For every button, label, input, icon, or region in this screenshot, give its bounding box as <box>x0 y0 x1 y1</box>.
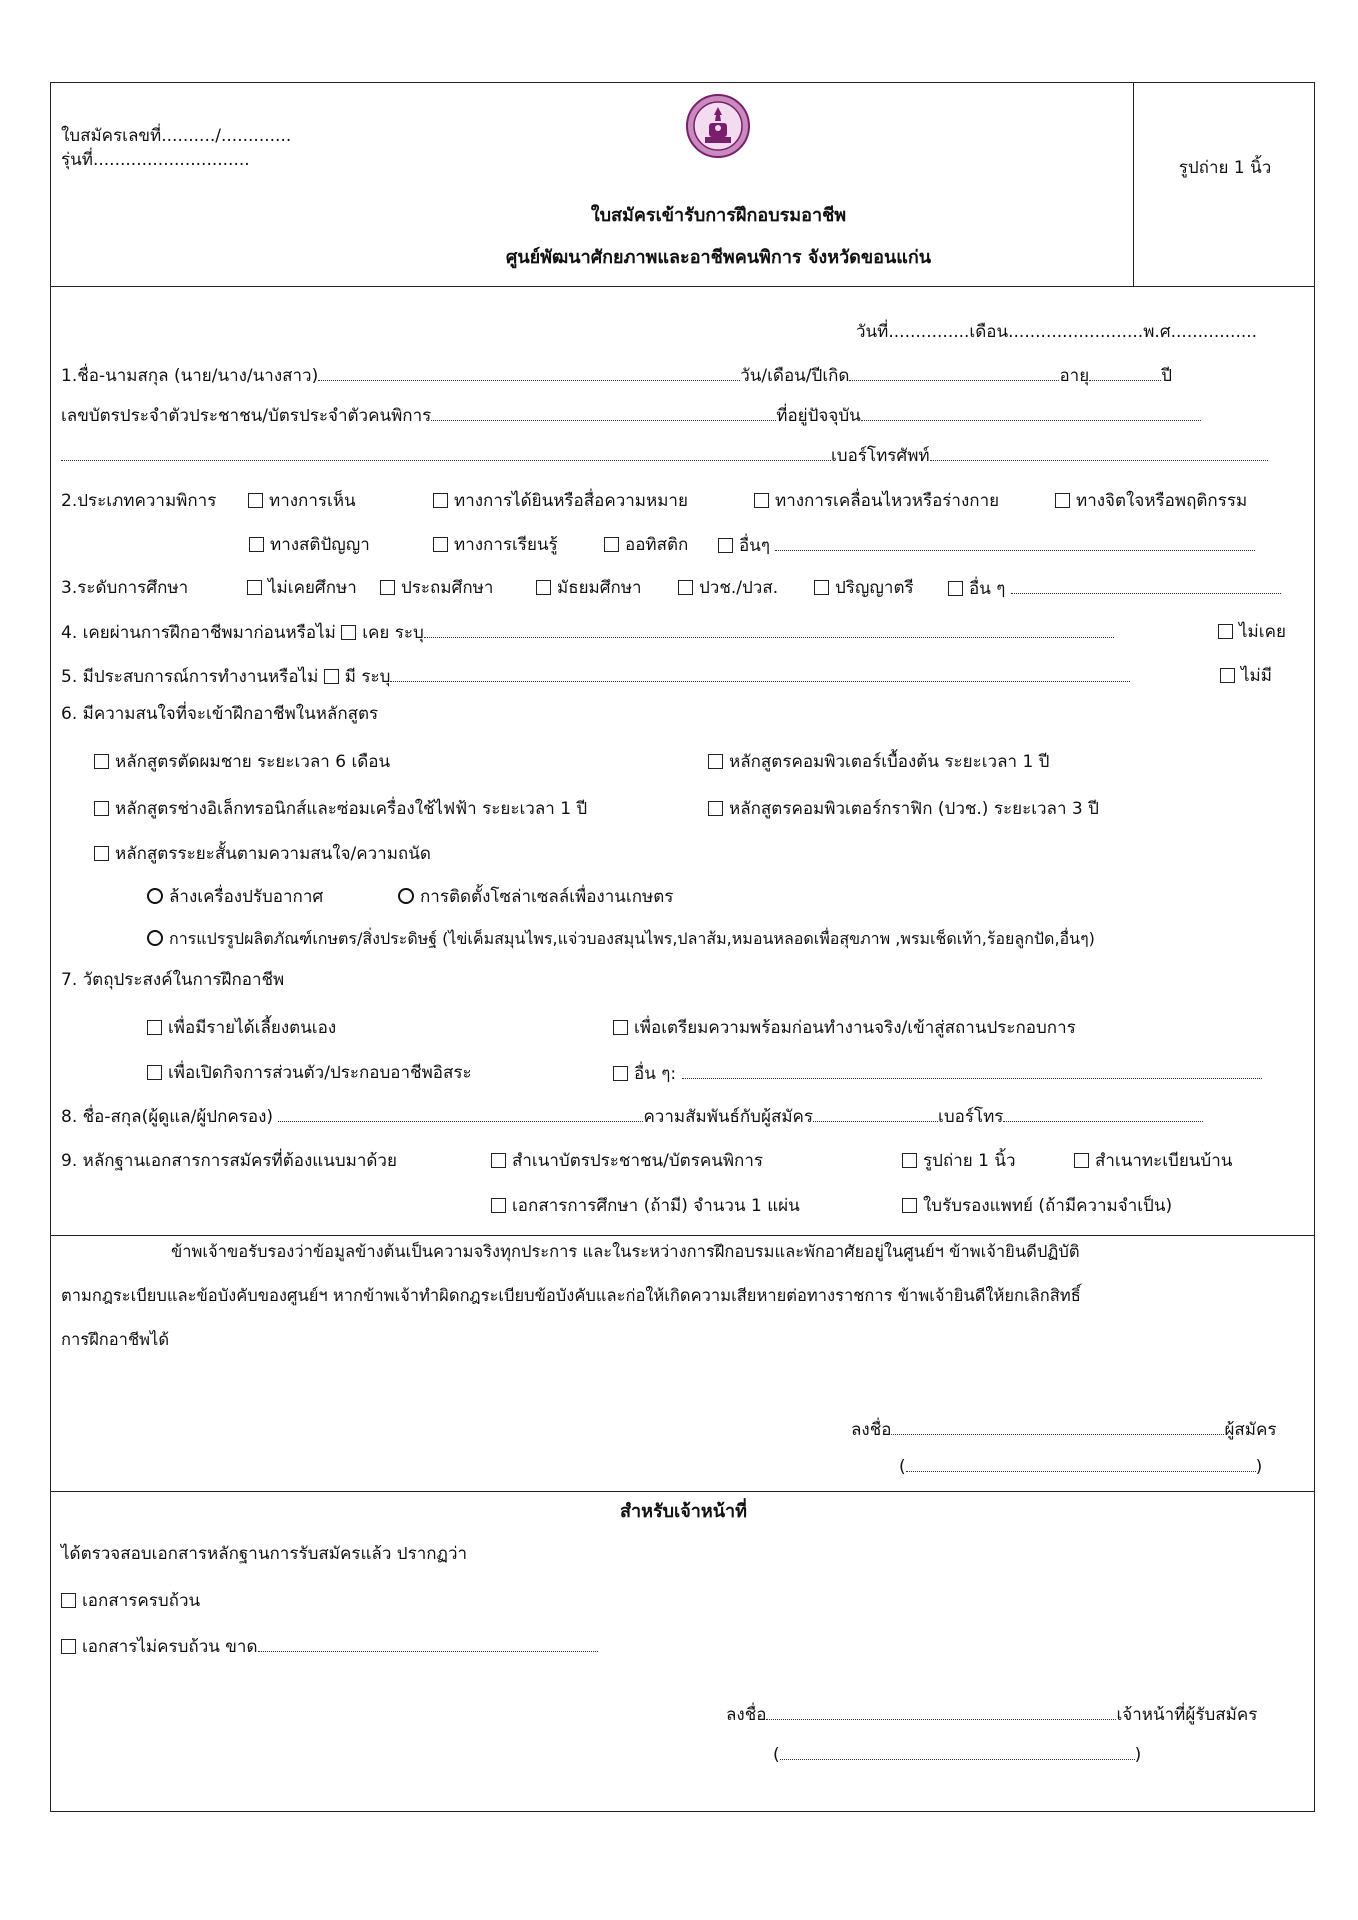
guardian-phone-field[interactable] <box>1003 1105 1203 1122</box>
q4-label: 4. เคยผ่านการฝึกอาชีพมาก่อนหรือไม่ <box>61 623 336 643</box>
id-label: เลขบัตรประจำตัวประชาชน/บัตรประจำตัวคนพิการ <box>61 406 432 426</box>
date-line: วันที่...............เดือน.........................พ.ศ................ <box>856 322 1258 342</box>
officer-sign-label: ลงชื่อ <box>726 1705 767 1725</box>
q3-option-none[interactable]: ไม่เคยศึกษา <box>247 577 357 599</box>
phone-label: เบอร์โทรศัพท์ <box>831 446 930 466</box>
q2-option-hearing[interactable]: ทางการได้ยินหรือสื่อความหมาย <box>433 490 688 512</box>
applicant-sign-label: ลงชื่อ <box>851 1420 892 1440</box>
checkbox[interactable] <box>433 537 448 552</box>
documents-complete[interactable]: เอกสารครบถ้วน <box>61 1590 200 1612</box>
name-label: 1.ชื่อ-นามสกุล (นาย/นาง/นางสาว) <box>61 366 319 386</box>
officer-name-field[interactable] <box>780 1743 1135 1760</box>
officer-name-row: ( ) <box>773 1745 1142 1765</box>
checkbox[interactable] <box>1218 624 1233 639</box>
q2-other-field[interactable] <box>775 534 1255 551</box>
address-label: ที่อยู่ปัจจุบัน <box>776 406 861 426</box>
q1-id-row <box>61 404 1201 427</box>
guardian-label: 8. ชื่อ-สกุล(ผู้ดูแล/ผู้ปกครอง) <box>61 1107 274 1127</box>
address-field-2[interactable] <box>61 444 831 461</box>
officer-divider <box>51 1491 1314 1492</box>
q5-row <box>61 665 1130 688</box>
header-divider <box>51 286 1314 287</box>
q5-yes-checkbox[interactable] <box>324 669 339 684</box>
q4-row <box>61 621 1114 644</box>
objective-other-field[interactable] <box>682 1062 1262 1079</box>
checkbox[interactable] <box>491 1198 506 1213</box>
course-short[interactable]: หลักสูตรระยะสั้นตามความสนใจ/ความถนัด <box>94 843 431 865</box>
q2-option-autism[interactable]: ออทิสติก <box>604 534 688 556</box>
q2-option-mental[interactable]: ทางจิตใจหรือพฤติกรรม <box>1055 490 1247 512</box>
checkbox[interactable] <box>708 801 723 816</box>
q2-option-other[interactable]: อื่นๆ <box>718 534 1255 557</box>
doc-medical[interactable]: ใบรับรองแพทย์ (ถ้ามีความจำเป็น) <box>902 1195 1172 1217</box>
applicant-signature-row <box>851 1418 1277 1441</box>
form-title: ใบสมัครเข้ารับการฝึกอบรมอาชีพ <box>590 205 847 226</box>
q4-detail-field[interactable] <box>424 621 1114 638</box>
dob-field[interactable] <box>849 364 1059 381</box>
checkbox[interactable] <box>613 1066 628 1081</box>
applicant-role: ผู้สมัคร <box>1224 1420 1277 1440</box>
documents-incomplete[interactable]: เอกสารไม่ครบถ้วน ขาด <box>61 1635 598 1658</box>
application-number: ใบสมัครเลขที่........../............. <box>61 126 292 146</box>
radio[interactable] <box>147 930 163 946</box>
phone-field[interactable] <box>930 444 1268 461</box>
checkbox[interactable] <box>536 580 551 595</box>
age-field[interactable] <box>1089 364 1161 381</box>
q7-label: 7. วัตถุประสงค์ในการฝึกอาชีพ <box>61 970 285 990</box>
q5-yes-label: มี ระบุ <box>344 667 391 687</box>
applicant-name-row: ( ) <box>899 1457 1263 1477</box>
checkbox[interactable] <box>61 1639 76 1654</box>
checkbox[interactable] <box>94 754 109 769</box>
q8-row <box>61 1105 1203 1128</box>
objective-prepare[interactable]: เพื่อเตรียมความพร้อมก่อนทำงานจริง/เข้าสู่สถานประกอบการ <box>613 1017 1076 1039</box>
checkbox[interactable] <box>902 1198 917 1213</box>
q2-option-intellectual[interactable]: ทางสติปัญญา <box>249 534 370 556</box>
q6-label: 6. มีความสนใจที่จะเข้าฝึกอาชีพในหลักสูตร <box>61 704 379 724</box>
radio[interactable] <box>398 888 414 904</box>
checkbox[interactable] <box>1055 493 1070 508</box>
declaration-line-3: การฝึกอาชีพได้ <box>61 1330 170 1349</box>
q2-option-learning[interactable]: ทางการเรียนรู้ <box>433 534 558 556</box>
q4-yes-checkbox[interactable] <box>341 625 356 640</box>
checkbox[interactable] <box>718 538 733 553</box>
course-computer-basic[interactable]: หลักสูตรคอมพิวเตอร์เบื้องต้น ระยะเวลา 1 ปี <box>708 751 1049 773</box>
q3-option-primary[interactable]: ประถมศึกษา <box>380 577 493 599</box>
checkbox[interactable] <box>613 1020 628 1035</box>
dob-label: วัน/เดือน/ปีเกิด <box>740 366 850 386</box>
applicant-signature-field[interactable] <box>891 1418 1224 1435</box>
form-border <box>50 82 1315 1812</box>
officer-role: เจ้าหน้าที่ผู้รับสมัคร <box>1116 1705 1258 1725</box>
officer-check-text: ได้ตรวจสอบเอกสารหลักฐานการรับสมัครแล้ว ปรากฏว่า <box>61 1544 468 1564</box>
radio[interactable] <box>147 888 163 904</box>
checkbox[interactable] <box>247 580 262 595</box>
q2-option-physical[interactable]: ทางการเคลื่อนไหวหรือร่างกาย <box>754 490 999 512</box>
q2-option-visual[interactable]: ทางการเห็น <box>248 490 356 512</box>
short-processing[interactable]: การแปรรูปผลิตภัณฑ์เกษตร/สิ่งประดิษฐ์ (ไข่เค็มสมุนไพร,แจ่วบองสมุนไพร,ปลาส้ม,หมอนหลอดเพื่อสุขภาพ ,พรมเช็ดเท้า,ร้อยลูกปัด,อื่นๆ) <box>147 928 1095 950</box>
guardian-phone-label: เบอร์โทร <box>938 1107 1004 1127</box>
batch-number: รุ่นที่............................. <box>61 150 250 170</box>
declaration-line-2: ตามกฎระเบียบและข้อบังคับของศูนย์ฯ หากข้าพเจ้าทำผิดกฎระเบียบข้อบังคับและก่อให้เกิดความเสียหายต่อทางราชการ ข้าพเจ้ายินดีให้ยกเลิกสิทธิ์ <box>61 1286 1081 1305</box>
objective-other[interactable]: อื่น ๆ: <box>613 1062 1262 1085</box>
objective-business[interactable]: เพื่อเปิดกิจการส่วนตัว/ประกอบอาชีพอิสระ <box>147 1062 472 1084</box>
relation-label: ความสัมพันธ์กับผู้สมัคร <box>643 1107 814 1127</box>
checkbox[interactable] <box>1220 668 1235 683</box>
short-aircon[interactable]: ล้างเครื่องปรับอากาศ <box>147 886 323 908</box>
doc-house-registration[interactable]: สำเนาทะเบียนบ้าน <box>1074 1150 1232 1172</box>
checkbox[interactable] <box>248 493 263 508</box>
objective-income[interactable]: เพื่อมีรายได้เลี้ยงตนเอง <box>147 1017 336 1039</box>
id-field[interactable] <box>431 404 776 421</box>
q9-label: 9. หลักฐานเอกสารการสมัครที่ต้องแนบมาด้วย <box>61 1151 397 1171</box>
q2-label: 2.ประเภทความพิการ <box>61 491 217 511</box>
q3-label: 3.ระดับการศึกษา <box>61 578 189 598</box>
checkbox[interactable] <box>433 493 448 508</box>
checkbox[interactable] <box>147 1020 162 1035</box>
q5-no-option[interactable]: ไม่มี <box>1220 665 1272 687</box>
checkbox[interactable] <box>1074 1153 1089 1168</box>
q3-option-vocational[interactable]: ปวช./ปวส. <box>678 577 778 599</box>
short-solar[interactable]: การติดตั้งโซล่าเซลล์เพื่องานเกษตร <box>398 886 673 908</box>
q5-detail-field[interactable] <box>390 665 1130 682</box>
q1-phone-row <box>61 444 1268 467</box>
declaration-line-1: ข้าพเจ้าขอรับรองว่าข้อมูลข้างต้นเป็นความจริงทุกประการ และในระหว่างการฝึกอบรมและพักอาศัยอยู่ในศูนย์ฯ ข้าพเจ้ายินดีปฏิบัติ <box>171 1242 1080 1261</box>
form-subtitle: ศูนย์พัฒนาศักยภาพและอาชีพคนพิการ จังหวัดขอนแก่น <box>505 247 932 268</box>
checkbox[interactable] <box>94 846 109 861</box>
doc-photo[interactable]: รูปถ่าย 1 นิ้ว <box>902 1150 1016 1172</box>
checkbox[interactable] <box>61 1593 76 1608</box>
checkbox[interactable] <box>94 801 109 816</box>
relation-field[interactable] <box>813 1105 938 1122</box>
age-label: อายุ <box>1059 366 1090 386</box>
q3-other-field[interactable] <box>1011 577 1281 594</box>
q3-option-other[interactable]: อื่น ๆ <box>948 577 1281 600</box>
age-unit: ปี <box>1161 366 1172 386</box>
q4-no-option[interactable]: ไม่เคย <box>1218 621 1286 643</box>
checkbox[interactable] <box>814 580 829 595</box>
doc-id-copy[interactable]: สำเนาบัตรประชาชน/บัตรคนพิการ <box>491 1150 763 1172</box>
name-field[interactable] <box>318 364 740 381</box>
q1-name-row <box>61 364 1306 387</box>
q4-yes-label: เคย ระบุ <box>362 623 424 643</box>
officer-signature-field[interactable] <box>766 1703 1116 1720</box>
q5-label: 5. มีประสบการณ์การทำงานหรือไม่ <box>61 667 319 687</box>
guardian-name-field[interactable] <box>278 1105 643 1122</box>
photo-box-divider <box>1133 83 1134 286</box>
doc-education[interactable]: เอกสารการศึกษา (ถ้ามี) จำนวน 1 แผ่น <box>491 1195 800 1217</box>
checkbox[interactable] <box>754 493 769 508</box>
q3-option-bachelor[interactable]: ปริญญาตรี <box>814 577 914 599</box>
checkbox[interactable] <box>708 754 723 769</box>
checkbox[interactable] <box>147 1065 162 1080</box>
photo-placeholder: รูปถ่าย 1 นิ้ว <box>1178 158 1272 178</box>
seal-logo <box>685 93 751 159</box>
course-barber[interactable]: หลักสูตรตัดผมชาย ระยะเวลา 6 เดือน <box>94 751 390 773</box>
officer-section-title: สำหรับเจ้าหน้าที่ <box>619 1501 747 1522</box>
course-electronics[interactable]: หลักสูตรช่างอิเล็กทรอนิกส์และซ่อมเครื่องใช้ไฟฟ้า ระยะเวลา 1 ปี <box>94 798 587 820</box>
checkbox[interactable] <box>249 537 264 552</box>
address-field[interactable] <box>861 404 1201 421</box>
checkbox[interactable] <box>491 1153 506 1168</box>
course-computer-graphic[interactable]: หลักสูตรคอมพิวเตอร์กราฟิก (ปวช.) ระยะเวลา 3 ปี <box>708 798 1099 820</box>
missing-documents-field[interactable] <box>258 1635 598 1652</box>
checkbox[interactable] <box>948 581 963 596</box>
checkbox[interactable] <box>380 580 395 595</box>
declaration-divider <box>51 1235 1314 1236</box>
q3-option-secondary[interactable]: มัธยมศึกษา <box>536 577 642 599</box>
checkbox[interactable] <box>604 537 619 552</box>
applicant-name-field[interactable] <box>906 1455 1256 1472</box>
checkbox[interactable] <box>678 580 693 595</box>
checkbox[interactable] <box>902 1153 917 1168</box>
officer-signature-row <box>726 1703 1257 1726</box>
